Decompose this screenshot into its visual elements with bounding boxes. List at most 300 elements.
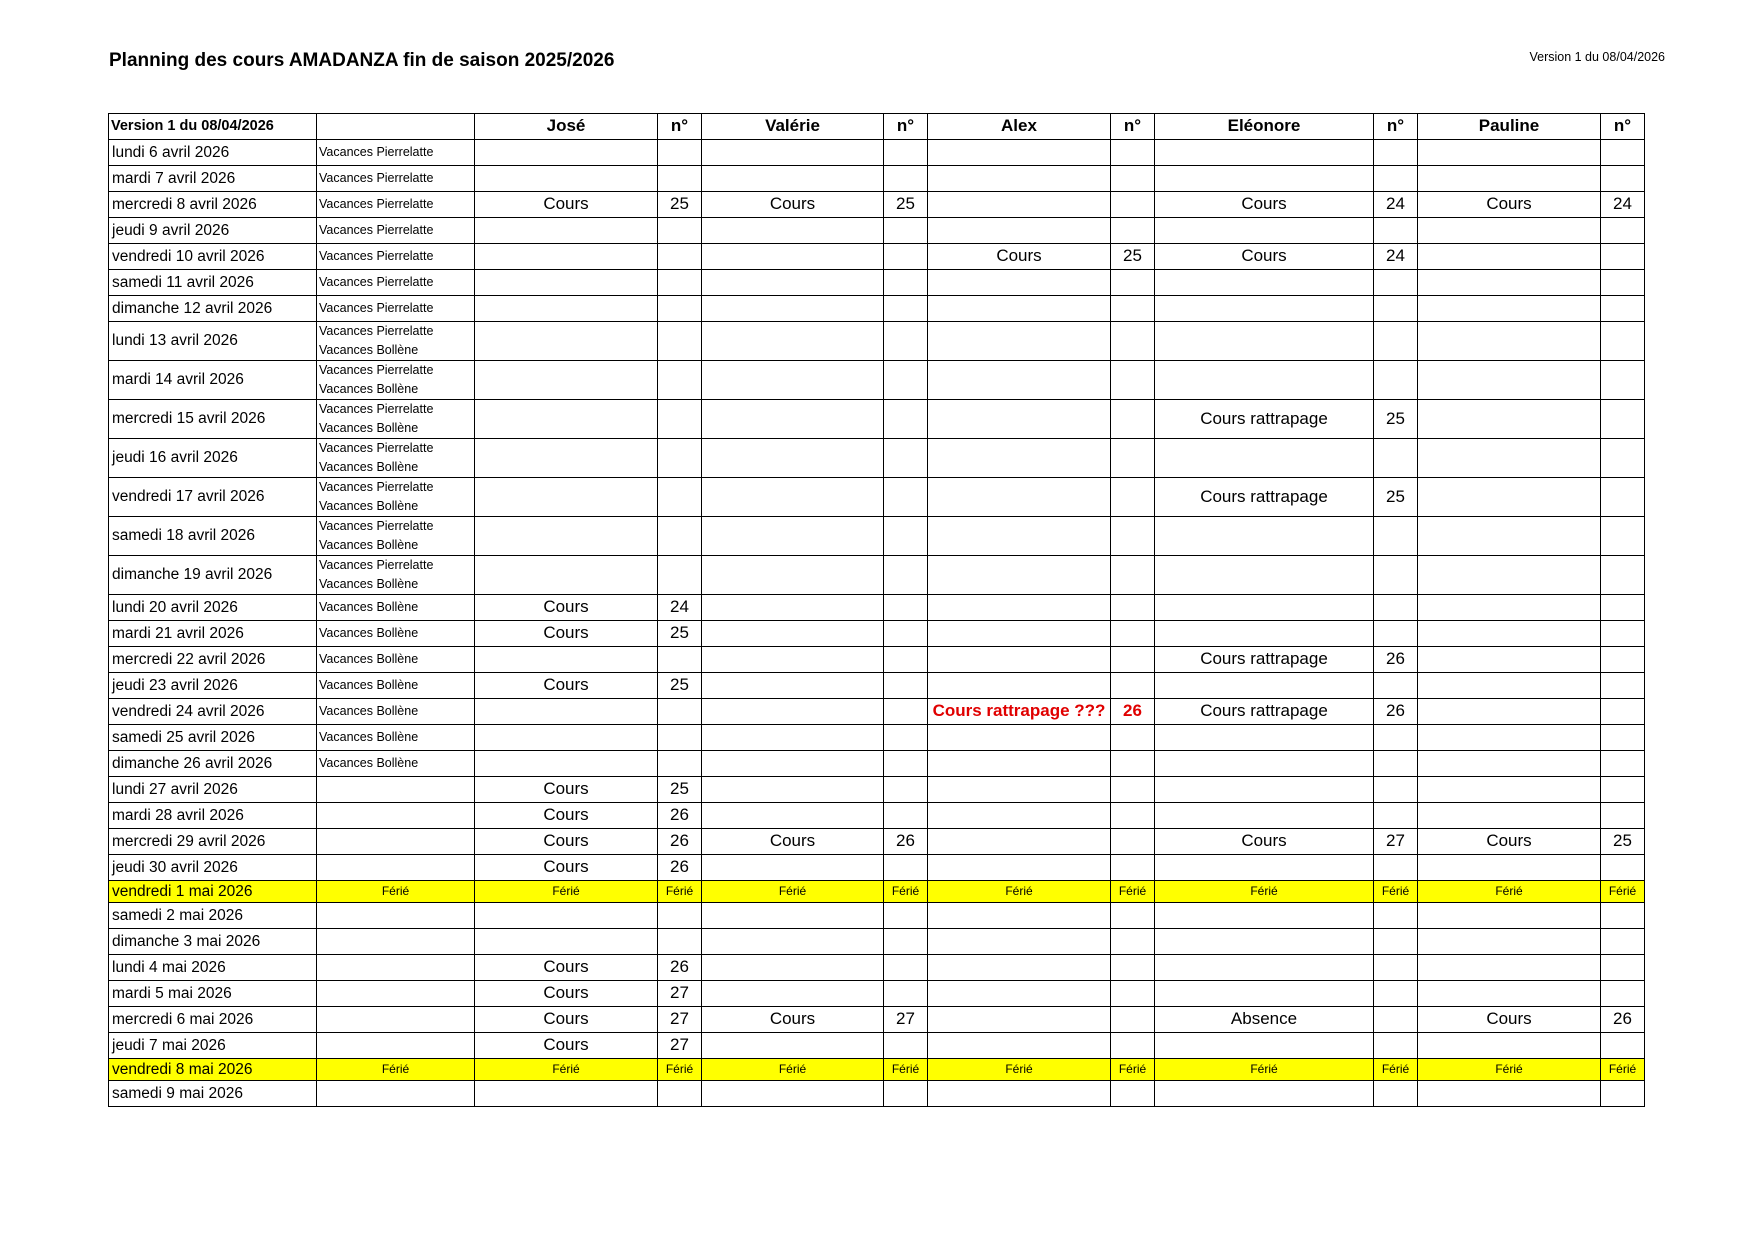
row-notes xyxy=(317,1033,475,1059)
table-row xyxy=(109,803,1645,829)
row-date: lundi 20 avril 2026 xyxy=(109,595,317,621)
table-row xyxy=(109,556,1645,595)
course-cell xyxy=(1418,725,1601,751)
header-number: n° xyxy=(1601,114,1645,140)
course-cell xyxy=(702,400,884,439)
course-cell xyxy=(1418,929,1601,955)
course-number-cell: 24 xyxy=(1374,192,1418,218)
schedule-table xyxy=(108,113,1645,1107)
table-row-holiday xyxy=(109,1059,1645,1081)
course-number-cell xyxy=(1374,296,1418,322)
course-cell xyxy=(475,140,658,166)
header-version: Version 1 du 08/04/2026 xyxy=(109,114,317,140)
course-cell xyxy=(702,322,884,361)
row-date: vendredi 10 avril 2026 xyxy=(109,244,317,270)
course-number-cell xyxy=(884,400,928,439)
course-cell xyxy=(475,400,658,439)
course-number-cell xyxy=(658,699,702,725)
course-cell xyxy=(1155,1033,1374,1059)
vacation-note: Vacances Pierrelatte xyxy=(319,402,434,416)
course-number-cell xyxy=(1111,621,1155,647)
course-cell: Cours xyxy=(475,192,658,218)
course-number-cell xyxy=(1374,361,1418,400)
course-cell xyxy=(702,478,884,517)
row-date: vendredi 24 avril 2026 xyxy=(109,699,317,725)
course-cell xyxy=(702,1081,884,1107)
row-notes xyxy=(317,322,475,361)
table-row xyxy=(109,361,1645,400)
vacation-note: Vacances Pierrelatte xyxy=(319,324,434,338)
course-number-cell xyxy=(658,400,702,439)
table-row xyxy=(109,751,1645,777)
vacation-note: Vacances Bollène xyxy=(319,538,419,552)
row-date: mercredi 6 mai 2026 xyxy=(109,1007,317,1033)
course-number-cell xyxy=(1374,322,1418,361)
row-date: samedi 11 avril 2026 xyxy=(109,270,317,296)
course-number-cell: 25 xyxy=(658,621,702,647)
course-cell xyxy=(1155,929,1374,955)
course-cell xyxy=(928,829,1111,855)
course-number-cell xyxy=(884,725,928,751)
course-number-cell xyxy=(658,140,702,166)
table-row xyxy=(109,166,1645,192)
course-number-cell xyxy=(1111,322,1155,361)
course-number-cell xyxy=(884,361,928,400)
course-number-cell xyxy=(1374,218,1418,244)
row-date: lundi 27 avril 2026 xyxy=(109,777,317,803)
course-number-cell xyxy=(1601,400,1645,439)
holiday-cell: Férié xyxy=(317,881,475,903)
course-number-cell xyxy=(1601,270,1645,296)
course-number-cell xyxy=(884,699,928,725)
course-number-cell xyxy=(884,1081,928,1107)
course-number-cell xyxy=(1601,777,1645,803)
table-row xyxy=(109,929,1645,955)
course-number-cell xyxy=(658,322,702,361)
course-cell: Cours xyxy=(475,1033,658,1059)
header-pauline: Pauline xyxy=(1418,114,1601,140)
course-number-cell xyxy=(884,1033,928,1059)
course-number-cell xyxy=(884,929,928,955)
table-row xyxy=(109,244,1645,270)
row-date: lundi 4 mai 2026 xyxy=(109,955,317,981)
course-number-cell xyxy=(884,270,928,296)
course-number-cell: 26 xyxy=(1601,1007,1645,1033)
table-row xyxy=(109,400,1645,439)
course-number-cell xyxy=(1111,903,1155,929)
course-number-cell xyxy=(1374,140,1418,166)
course-number-cell xyxy=(1601,439,1645,478)
course-cell xyxy=(928,166,1111,192)
course-number-cell xyxy=(1111,400,1155,439)
course-number-cell xyxy=(884,803,928,829)
course-number-cell xyxy=(884,296,928,322)
row-date: mardi 21 avril 2026 xyxy=(109,621,317,647)
course-number-cell xyxy=(1111,1081,1155,1107)
vacation-note: Vacances Bollène xyxy=(319,600,419,614)
course-cell xyxy=(1155,517,1374,556)
course-cell: Cours xyxy=(475,981,658,1007)
row-notes xyxy=(317,803,475,829)
course-cell xyxy=(928,647,1111,673)
course-cell xyxy=(1155,361,1374,400)
vacation-note: Vacances Bollène xyxy=(319,626,419,640)
course-number-cell xyxy=(658,166,702,192)
course-cell xyxy=(928,981,1111,1007)
row-date: mardi 28 avril 2026 xyxy=(109,803,317,829)
course-cell xyxy=(1155,803,1374,829)
row-notes xyxy=(317,1081,475,1107)
course-cell xyxy=(928,439,1111,478)
course-number-cell xyxy=(1601,647,1645,673)
table-row xyxy=(109,595,1645,621)
table-row xyxy=(109,673,1645,699)
course-number-cell xyxy=(658,218,702,244)
course-cell xyxy=(1418,955,1601,981)
vacation-note: Vacances Bollène xyxy=(319,704,419,718)
course-number-cell: 24 xyxy=(1374,244,1418,270)
course-number-cell xyxy=(1111,595,1155,621)
table-row xyxy=(109,140,1645,166)
course-cell xyxy=(1418,595,1601,621)
course-number-cell xyxy=(658,929,702,955)
holiday-cell: Férié xyxy=(928,881,1111,903)
course-cell: Cours xyxy=(702,192,884,218)
row-notes xyxy=(317,218,475,244)
course-cell xyxy=(928,192,1111,218)
course-number-cell: 25 xyxy=(884,192,928,218)
course-cell xyxy=(928,777,1111,803)
vacation-note: Vacances Pierrelatte xyxy=(319,301,434,315)
course-number-cell xyxy=(884,855,928,881)
course-number-cell xyxy=(658,361,702,400)
course-cell xyxy=(1155,140,1374,166)
course-cell xyxy=(1155,725,1374,751)
course-cell: Cours xyxy=(1418,1007,1601,1033)
course-number-cell xyxy=(884,647,928,673)
course-number-cell xyxy=(1374,855,1418,881)
course-cell xyxy=(1155,270,1374,296)
course-number-cell xyxy=(884,478,928,517)
page-title: Planning des cours AMADANZA fin de saison 2025/2026 xyxy=(109,50,615,71)
course-cell: Absence xyxy=(1155,1007,1374,1033)
course-cell xyxy=(1418,903,1601,929)
table-row xyxy=(109,1007,1645,1033)
course-cell: Cours xyxy=(475,829,658,855)
course-cell xyxy=(1418,478,1601,517)
course-cell xyxy=(928,595,1111,621)
holiday-cell: Férié xyxy=(702,1059,884,1081)
course-cell xyxy=(928,1033,1111,1059)
course-number-cell xyxy=(1111,829,1155,855)
course-number-cell xyxy=(1601,981,1645,1007)
table-row xyxy=(109,192,1645,218)
course-number-cell: 26 xyxy=(658,829,702,855)
course-number-cell xyxy=(658,517,702,556)
course-number-cell xyxy=(1111,855,1155,881)
course-cell: Cours xyxy=(1155,829,1374,855)
course-number-cell xyxy=(884,166,928,192)
schedule-body xyxy=(109,140,1645,1107)
course-number-cell xyxy=(1111,673,1155,699)
course-cell xyxy=(702,439,884,478)
course-cell xyxy=(702,955,884,981)
course-number-cell xyxy=(884,517,928,556)
row-notes xyxy=(317,647,475,673)
row-date: jeudi 16 avril 2026 xyxy=(109,439,317,478)
vacation-note: Vacances Pierrelatte xyxy=(319,519,434,533)
course-cell: Cours rattrapage xyxy=(1155,478,1374,517)
course-number-cell xyxy=(884,218,928,244)
course-number-cell xyxy=(1374,270,1418,296)
course-number-cell xyxy=(1111,192,1155,218)
row-notes xyxy=(317,478,475,517)
course-cell xyxy=(475,478,658,517)
row-date: vendredi 17 avril 2026 xyxy=(109,478,317,517)
course-number-cell: 26 xyxy=(884,829,928,855)
course-number-cell xyxy=(884,556,928,595)
row-notes xyxy=(317,955,475,981)
course-number-cell xyxy=(1111,270,1155,296)
row-notes xyxy=(317,244,475,270)
course-number-cell xyxy=(658,556,702,595)
course-number-cell xyxy=(1111,725,1155,751)
course-cell xyxy=(1418,322,1601,361)
course-cell xyxy=(702,673,884,699)
course-cell xyxy=(475,903,658,929)
course-number-cell xyxy=(884,322,928,361)
course-number-cell xyxy=(1111,981,1155,1007)
course-number-cell xyxy=(1111,803,1155,829)
table-row xyxy=(109,478,1645,517)
course-cell xyxy=(475,166,658,192)
course-number-cell: 25 xyxy=(658,777,702,803)
course-cell xyxy=(928,1081,1111,1107)
table-row-holiday xyxy=(109,881,1645,903)
course-number-cell xyxy=(1601,595,1645,621)
course-cell xyxy=(1418,556,1601,595)
row-date: mardi 7 avril 2026 xyxy=(109,166,317,192)
holiday-cell: Férié xyxy=(475,1059,658,1081)
course-number-cell xyxy=(1111,140,1155,166)
course-number-cell xyxy=(1374,929,1418,955)
course-cell xyxy=(475,556,658,595)
course-cell: Cours xyxy=(475,1007,658,1033)
course-number-cell: 25 xyxy=(1374,400,1418,439)
course-cell: Cours xyxy=(1155,192,1374,218)
course-number-cell xyxy=(884,140,928,166)
course-cell: Cours xyxy=(702,1007,884,1033)
header-number: n° xyxy=(658,114,702,140)
course-number-cell xyxy=(1601,929,1645,955)
table-row xyxy=(109,270,1645,296)
course-cell xyxy=(928,296,1111,322)
vacation-note: Vacances Pierrelatte xyxy=(319,480,434,494)
course-cell xyxy=(1155,855,1374,881)
course-number-cell: 26 xyxy=(658,955,702,981)
header-alex: Alex xyxy=(928,114,1111,140)
course-cell xyxy=(1155,218,1374,244)
row-date: mercredi 22 avril 2026 xyxy=(109,647,317,673)
course-cell xyxy=(928,955,1111,981)
course-cell: Cours xyxy=(475,673,658,699)
course-number-cell xyxy=(1601,699,1645,725)
course-number-cell xyxy=(1374,903,1418,929)
course-cell: Cours rattrapage xyxy=(1155,400,1374,439)
course-number-cell: 24 xyxy=(658,595,702,621)
course-number-cell xyxy=(1374,166,1418,192)
header-jose: José xyxy=(475,114,658,140)
course-cell xyxy=(1418,981,1601,1007)
course-cell xyxy=(475,699,658,725)
course-number-cell xyxy=(1111,218,1155,244)
course-cell xyxy=(1418,361,1601,400)
holiday-cell: Férié xyxy=(1601,881,1645,903)
holiday-cell: Férié xyxy=(1155,1059,1374,1081)
course-cell xyxy=(928,517,1111,556)
course-cell xyxy=(1418,296,1601,322)
course-number-cell xyxy=(1111,439,1155,478)
header-row xyxy=(109,114,1645,140)
row-date: jeudi 7 mai 2026 xyxy=(109,1033,317,1059)
holiday-cell: Férié xyxy=(1111,881,1155,903)
course-cell xyxy=(1418,400,1601,439)
table-row xyxy=(109,647,1645,673)
course-number-cell xyxy=(1601,244,1645,270)
row-date: mercredi 8 avril 2026 xyxy=(109,192,317,218)
course-cell xyxy=(702,296,884,322)
course-cell xyxy=(702,517,884,556)
row-notes xyxy=(317,595,475,621)
course-number-cell xyxy=(1374,517,1418,556)
course-cell xyxy=(1418,140,1601,166)
row-notes xyxy=(317,699,475,725)
table-row xyxy=(109,517,1645,556)
course-cell xyxy=(1155,673,1374,699)
course-number-cell: 27 xyxy=(884,1007,928,1033)
vacation-note: Vacances Bollène xyxy=(319,730,419,744)
row-date: mardi 14 avril 2026 xyxy=(109,361,317,400)
course-cell xyxy=(702,140,884,166)
course-number-cell xyxy=(1601,361,1645,400)
course-cell xyxy=(928,929,1111,955)
course-cell xyxy=(475,244,658,270)
course-number-cell xyxy=(1374,1033,1418,1059)
course-cell xyxy=(928,621,1111,647)
course-number-cell xyxy=(658,478,702,517)
course-cell xyxy=(475,218,658,244)
course-cell: Cours xyxy=(1418,829,1601,855)
vacation-note: Vacances Pierrelatte xyxy=(319,363,434,377)
course-cell xyxy=(702,244,884,270)
holiday-cell: Férié xyxy=(928,1059,1111,1081)
table-row xyxy=(109,829,1645,855)
table-row xyxy=(109,777,1645,803)
course-cell xyxy=(702,699,884,725)
row-date: samedi 2 mai 2026 xyxy=(109,903,317,929)
vacation-note: Vacances Pierrelatte xyxy=(319,145,434,159)
vacation-note: Vacances Pierrelatte xyxy=(319,275,434,289)
course-number-cell xyxy=(1601,517,1645,556)
course-number-cell xyxy=(1601,903,1645,929)
vacation-note: Vacances Bollène xyxy=(319,678,419,692)
vacation-note: Vacances Bollène xyxy=(319,460,419,474)
course-cell xyxy=(1155,777,1374,803)
row-notes xyxy=(317,673,475,699)
course-number-cell xyxy=(1601,955,1645,981)
course-cell xyxy=(475,517,658,556)
course-cell xyxy=(1418,517,1601,556)
course-cell xyxy=(475,270,658,296)
course-cell xyxy=(1418,751,1601,777)
course-cell xyxy=(1418,647,1601,673)
course-cell: Cours xyxy=(475,621,658,647)
table-row xyxy=(109,955,1645,981)
course-cell: Cours xyxy=(475,777,658,803)
course-number-cell xyxy=(1374,725,1418,751)
row-notes xyxy=(317,166,475,192)
course-number-cell xyxy=(658,1081,702,1107)
table-row xyxy=(109,699,1645,725)
course-number-cell: 27 xyxy=(658,981,702,1007)
course-number-cell xyxy=(884,955,928,981)
row-date: jeudi 23 avril 2026 xyxy=(109,673,317,699)
course-cell xyxy=(702,903,884,929)
course-cell xyxy=(1155,166,1374,192)
course-number-cell xyxy=(1374,803,1418,829)
course-cell xyxy=(928,478,1111,517)
course-cell xyxy=(702,621,884,647)
course-cell xyxy=(928,903,1111,929)
table-row xyxy=(109,725,1645,751)
course-number-cell: 26 xyxy=(658,803,702,829)
course-number-cell xyxy=(1111,777,1155,803)
table-row xyxy=(109,903,1645,929)
course-number-cell xyxy=(1601,322,1645,361)
course-cell xyxy=(1155,955,1374,981)
vacation-note: Vacances Bollène xyxy=(319,421,419,435)
course-cell xyxy=(702,1033,884,1059)
course-number-cell xyxy=(1601,751,1645,777)
course-cell xyxy=(702,270,884,296)
row-date: dimanche 3 mai 2026 xyxy=(109,929,317,955)
course-cell: Cours rattrapage xyxy=(1155,647,1374,673)
header-notes xyxy=(317,114,475,140)
course-number-cell xyxy=(1601,725,1645,751)
course-cell xyxy=(702,166,884,192)
row-notes xyxy=(317,270,475,296)
course-cell xyxy=(1418,855,1601,881)
course-number-cell xyxy=(1374,621,1418,647)
course-number-cell: 26 xyxy=(1111,699,1155,725)
course-cell xyxy=(928,322,1111,361)
course-cell xyxy=(702,725,884,751)
row-notes xyxy=(317,777,475,803)
course-cell: Cours xyxy=(475,855,658,881)
course-number-cell xyxy=(1111,478,1155,517)
row-date: mercredi 15 avril 2026 xyxy=(109,400,317,439)
course-number-cell xyxy=(1111,556,1155,595)
course-number-cell xyxy=(1374,673,1418,699)
course-cell xyxy=(702,803,884,829)
holiday-cell: Férié xyxy=(884,881,928,903)
table-row xyxy=(109,1033,1645,1059)
course-cell xyxy=(928,725,1111,751)
course-number-cell: 26 xyxy=(658,855,702,881)
row-notes xyxy=(317,929,475,955)
course-cell xyxy=(1418,244,1601,270)
course-number-cell xyxy=(884,621,928,647)
